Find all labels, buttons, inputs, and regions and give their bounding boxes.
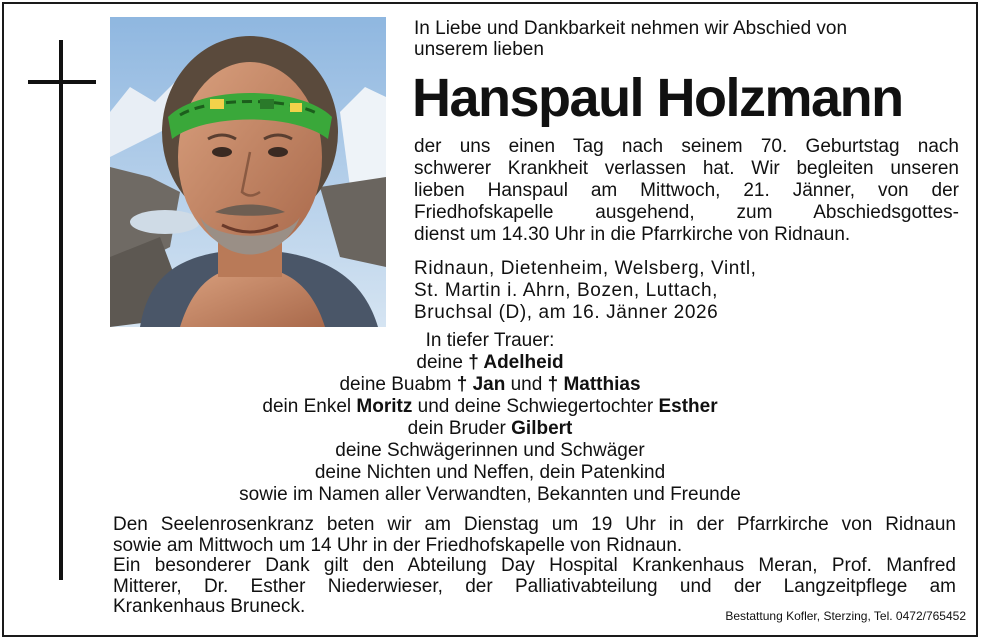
deceased-name: Hanspaul Holzmann: [412, 68, 903, 128]
rosary-line: Den Seelenrosenkranz beten wir am Dienstag um 19 Uhr in der Pfarrkirche von Ridnaun: [113, 514, 956, 535]
places-line: Bruchsal (D), am 16. Jänner 2026: [414, 302, 719, 323]
mourners-list: [110, 330, 870, 506]
intro-text: [414, 18, 959, 60]
places-line: Ridnaun, Dietenheim, Welsberg, Vintl,: [414, 258, 757, 279]
places-line: St. Martin i. Ahrn, Bozen, Luttach,: [414, 280, 719, 301]
mourner-inlaws: deine Schwägerinnen und Schwäger: [335, 440, 645, 461]
mourner-grandson: dein Enkel Moritz und deine Schwiegertochter Esther: [262, 396, 718, 417]
rosary-line: Ein besonderer Dank gilt den Abteilung Day Hospital Krankenhaus Meran, Prof. Manfred: [113, 555, 956, 576]
rosary-line: sowie am Mittwoch um 14 Uhr in der Friedhofskapelle von Ridnaun.: [113, 534, 683, 556]
mourner-brother: dein Bruder Gilbert: [407, 418, 573, 439]
mourner-sons: deine Buabm † Jan und † Matthias: [339, 374, 641, 395]
funeral-home: Bestattung Kofler, Sterzing, Tel. 0472/765452: [725, 609, 966, 623]
rosary-line: Krankenhaus Bruneck.: [113, 596, 306, 617]
obituary-body: [414, 136, 959, 246]
mourner-wife: deine † Adelheid: [416, 352, 564, 373]
portrait-photo: [110, 17, 386, 327]
mourner-nieces: deine Nichten und Neffen, dein Patenkind: [314, 462, 666, 483]
rosary-line: Mitterer, Dr. Esther Niederwieser, der Palliativabteilung und der Langzeitpflege am: [113, 575, 956, 597]
mourners-heading: In tiefer Trauer:: [425, 330, 555, 351]
body-line: Friedhofskapelle ausgehend, zum Abschiedsgottes-: [414, 202, 959, 223]
body-line: lieben Hanspaul am Mittwoch, 21. Jänner, von der: [414, 180, 959, 201]
mourner-all: sowie im Namen aller Verwandten, Bekannten und Freunde: [239, 484, 741, 505]
body-line: dienst um 14.30 Uhr in die Pfarrkirche von Ridnaun.: [414, 224, 851, 245]
places-and-date: [414, 258, 864, 324]
intro-line: unserem lieben: [414, 39, 544, 60]
rosary-and-thanks: [113, 515, 956, 618]
intro-line: In Liebe und Dankbarkeit nehmen wir Abschied von: [414, 18, 848, 39]
body-line: der uns einen Tag nach seinem 70. Geburtstag nach: [414, 136, 959, 157]
body-line: schwerer Krankheit verlassen hat. Wir begleiten unseren: [414, 158, 959, 179]
